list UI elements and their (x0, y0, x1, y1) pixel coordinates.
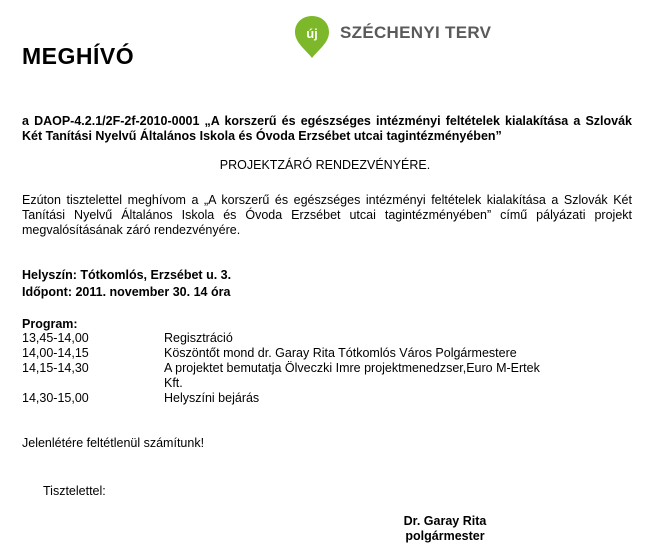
signer-name: Dr. Garay Rita (403, 514, 487, 528)
program-row (22, 391, 544, 406)
program-time: 13,45-14,00 (22, 331, 89, 345)
map-pin-logo-icon (294, 14, 330, 60)
signature-block (380, 514, 510, 544)
closing-line: Jelenlétére feltétlenül számítunk! (22, 436, 205, 450)
signer-title: polgármester (405, 529, 485, 543)
invitation-body: Ezúton tisztelettel meghívom a „A korszerű és egészséges intézményi feltételek kialakítása a Szlovák Két Tanítási Nyelvű Általános Iskola és Óvoda Erzsébet utcai tagintézményében” című pályázati projekt megvalósításának záró rendezvényére. (22, 193, 632, 237)
location-line: Helyszín: Tótkomlós, Erzsébet u. 3. (22, 268, 232, 282)
program-label: Program: (22, 317, 78, 331)
logo-text: SZÉCHENYI TERV (340, 23, 492, 42)
greeting: Tisztelettel: (43, 484, 106, 498)
program-row (22, 331, 544, 346)
event-heading: PROJEKTZÁRÓ RENDEZVÉNYÉRE. (219, 158, 431, 172)
document-title: MEGHÍVÓ (22, 43, 135, 69)
szechenyi-terv-logo (294, 14, 494, 54)
program-description: Köszöntőt mond dr. Garay Rita Tótkomlós Város Polgármestere (164, 346, 517, 360)
program-row (22, 346, 544, 361)
program-description: Regisztráció (164, 331, 233, 345)
program-description: Helyszíni bejárás (164, 391, 260, 405)
svg-text:új: új (306, 26, 318, 41)
time-line: Időpont: 2011. november 30. 14 óra (22, 285, 231, 299)
program-list (22, 331, 544, 406)
program-time: 14,30-15,00 (22, 391, 89, 405)
program-description: A projektet bemutatja Ölveczki Imre projektmenedzser,Euro M-Ertek Kft. (164, 361, 540, 390)
program-time: 14,15-14,30 (22, 361, 89, 375)
project-subject: a DAOP-4.2.1/2F-2f-2010-0001 „A korszerű és egészséges intézményi feltételek kialakítása a Szlovák Két Tanítási Nyelvű Általános Iskola és Óvoda Erzsébet utcai tagintézményében” (22, 114, 632, 143)
program-time: 14,00-14,15 (22, 346, 89, 360)
program-row (22, 361, 544, 391)
